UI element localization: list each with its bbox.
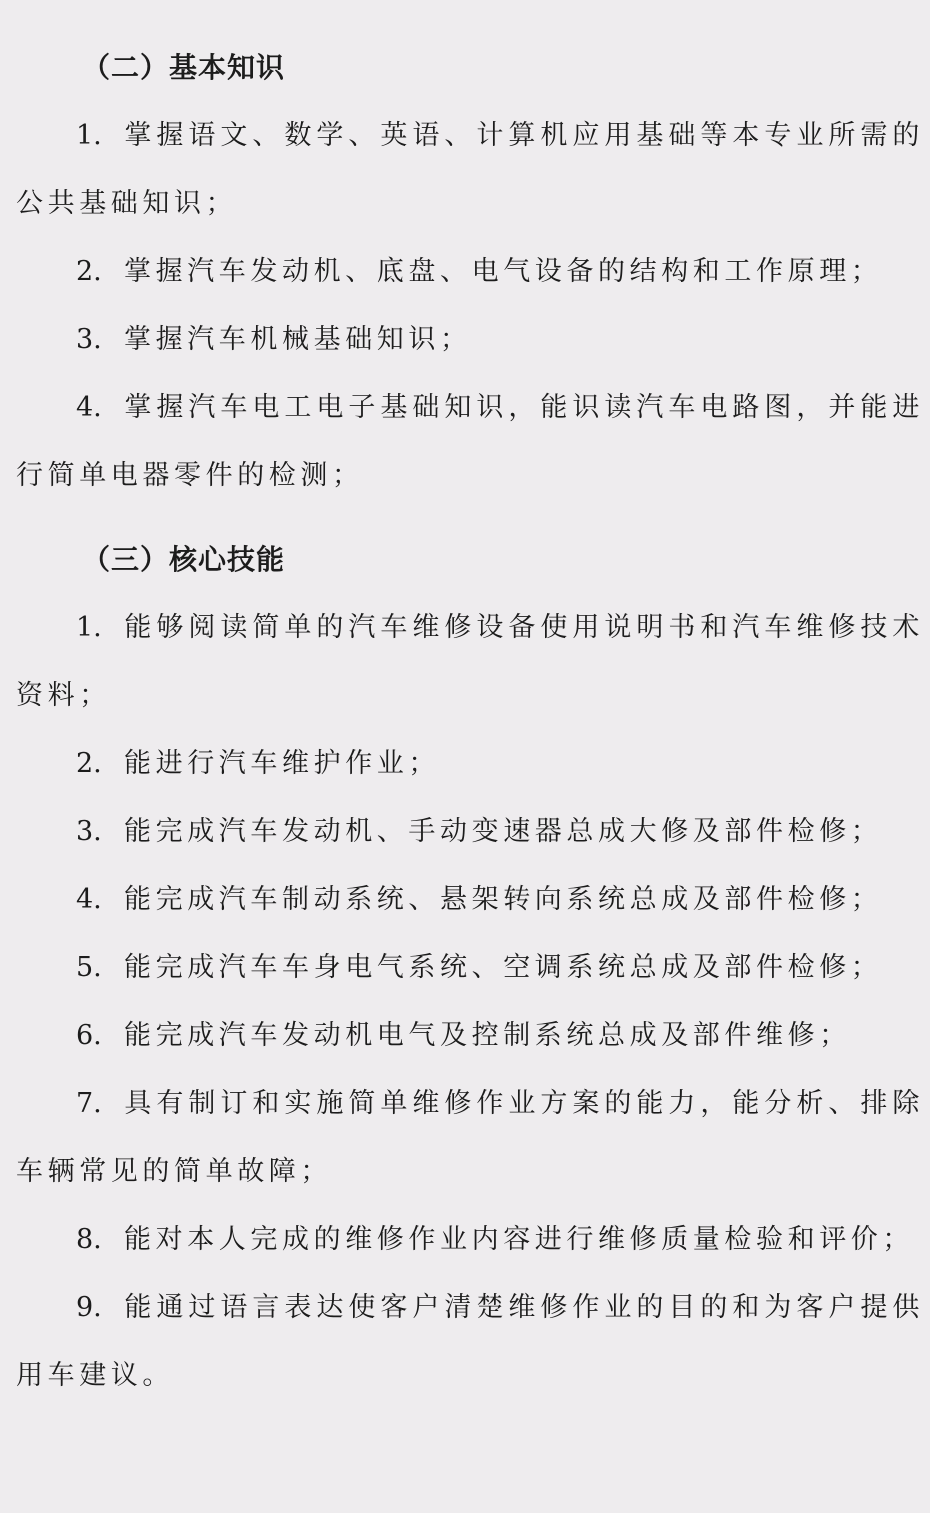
item-number: 3.	[76, 816, 102, 847]
list-item	[16, 1002, 924, 1070]
item-text: 能进行汽车维护作业；	[124, 748, 440, 779]
item-number: 3.	[76, 324, 102, 355]
item-number: 1.	[76, 120, 102, 151]
section-basic-knowledge	[16, 34, 924, 510]
item-text: 能对本人完成的维修作业内容进行维修质量检验和评价；	[124, 1224, 914, 1255]
item-text: 具有制订和实施简单维修作业方案的能力，能分析、排除车辆常见的简单故障；	[16, 1088, 924, 1187]
list-item	[16, 798, 924, 866]
item-number: 7.	[76, 1088, 102, 1119]
item-text: 掌握汽车电工电子基础知识，能识读汽车电路图，并能进行简单电器零件的检测；	[16, 392, 924, 491]
item-number: 1.	[76, 612, 102, 643]
item-number: 5.	[76, 952, 102, 983]
item-text: 能够阅读简单的汽车维修设备使用说明书和汽车维修技术资料；	[16, 612, 924, 711]
item-number: 6.	[76, 1020, 102, 1051]
item-text: 掌握汽车机械基础知识；	[124, 324, 472, 355]
list-item	[16, 594, 924, 730]
list-item	[16, 102, 924, 238]
list-item	[16, 1070, 924, 1206]
item-text: 掌握汽车发动机、底盘、电气设备的结构和工作原理；	[124, 256, 883, 287]
item-text: 能完成汽车发动机电气及控制系统总成及部件维修；	[124, 1020, 851, 1051]
list-item	[16, 1274, 924, 1410]
item-text: 能完成汽车制动系统、悬架转向系统总成及部件检修；	[124, 884, 883, 915]
item-number: 9.	[76, 1292, 102, 1323]
item-number: 4.	[76, 392, 102, 423]
list-item	[16, 306, 924, 374]
section-heading: （二）基本知识	[82, 51, 286, 84]
list-item	[16, 1206, 924, 1274]
item-text: 掌握语文、数学、英语、计算机应用基础等本专业所需的公共基础知识；	[16, 120, 924, 219]
list-item	[16, 934, 924, 1002]
item-number: 4.	[76, 884, 102, 915]
list-item	[16, 866, 924, 934]
section-heading: （三）核心技能	[82, 543, 286, 576]
section-core-skills	[16, 526, 924, 1410]
list-item	[16, 238, 924, 306]
item-number: 2.	[76, 256, 102, 287]
item-text: 能完成汽车车身电气系统、空调系统总成及部件检修；	[124, 952, 883, 983]
item-number: 2.	[76, 748, 102, 779]
item-number: 8.	[76, 1224, 102, 1255]
item-text: 能完成汽车发动机、手动变速器总成大修及部件检修；	[124, 816, 883, 847]
list-item	[16, 374, 924, 510]
list-item	[16, 730, 924, 798]
item-text: 能通过语言表达使客户清楚维修作业的目的和为客户提供用车建议。	[16, 1292, 924, 1391]
